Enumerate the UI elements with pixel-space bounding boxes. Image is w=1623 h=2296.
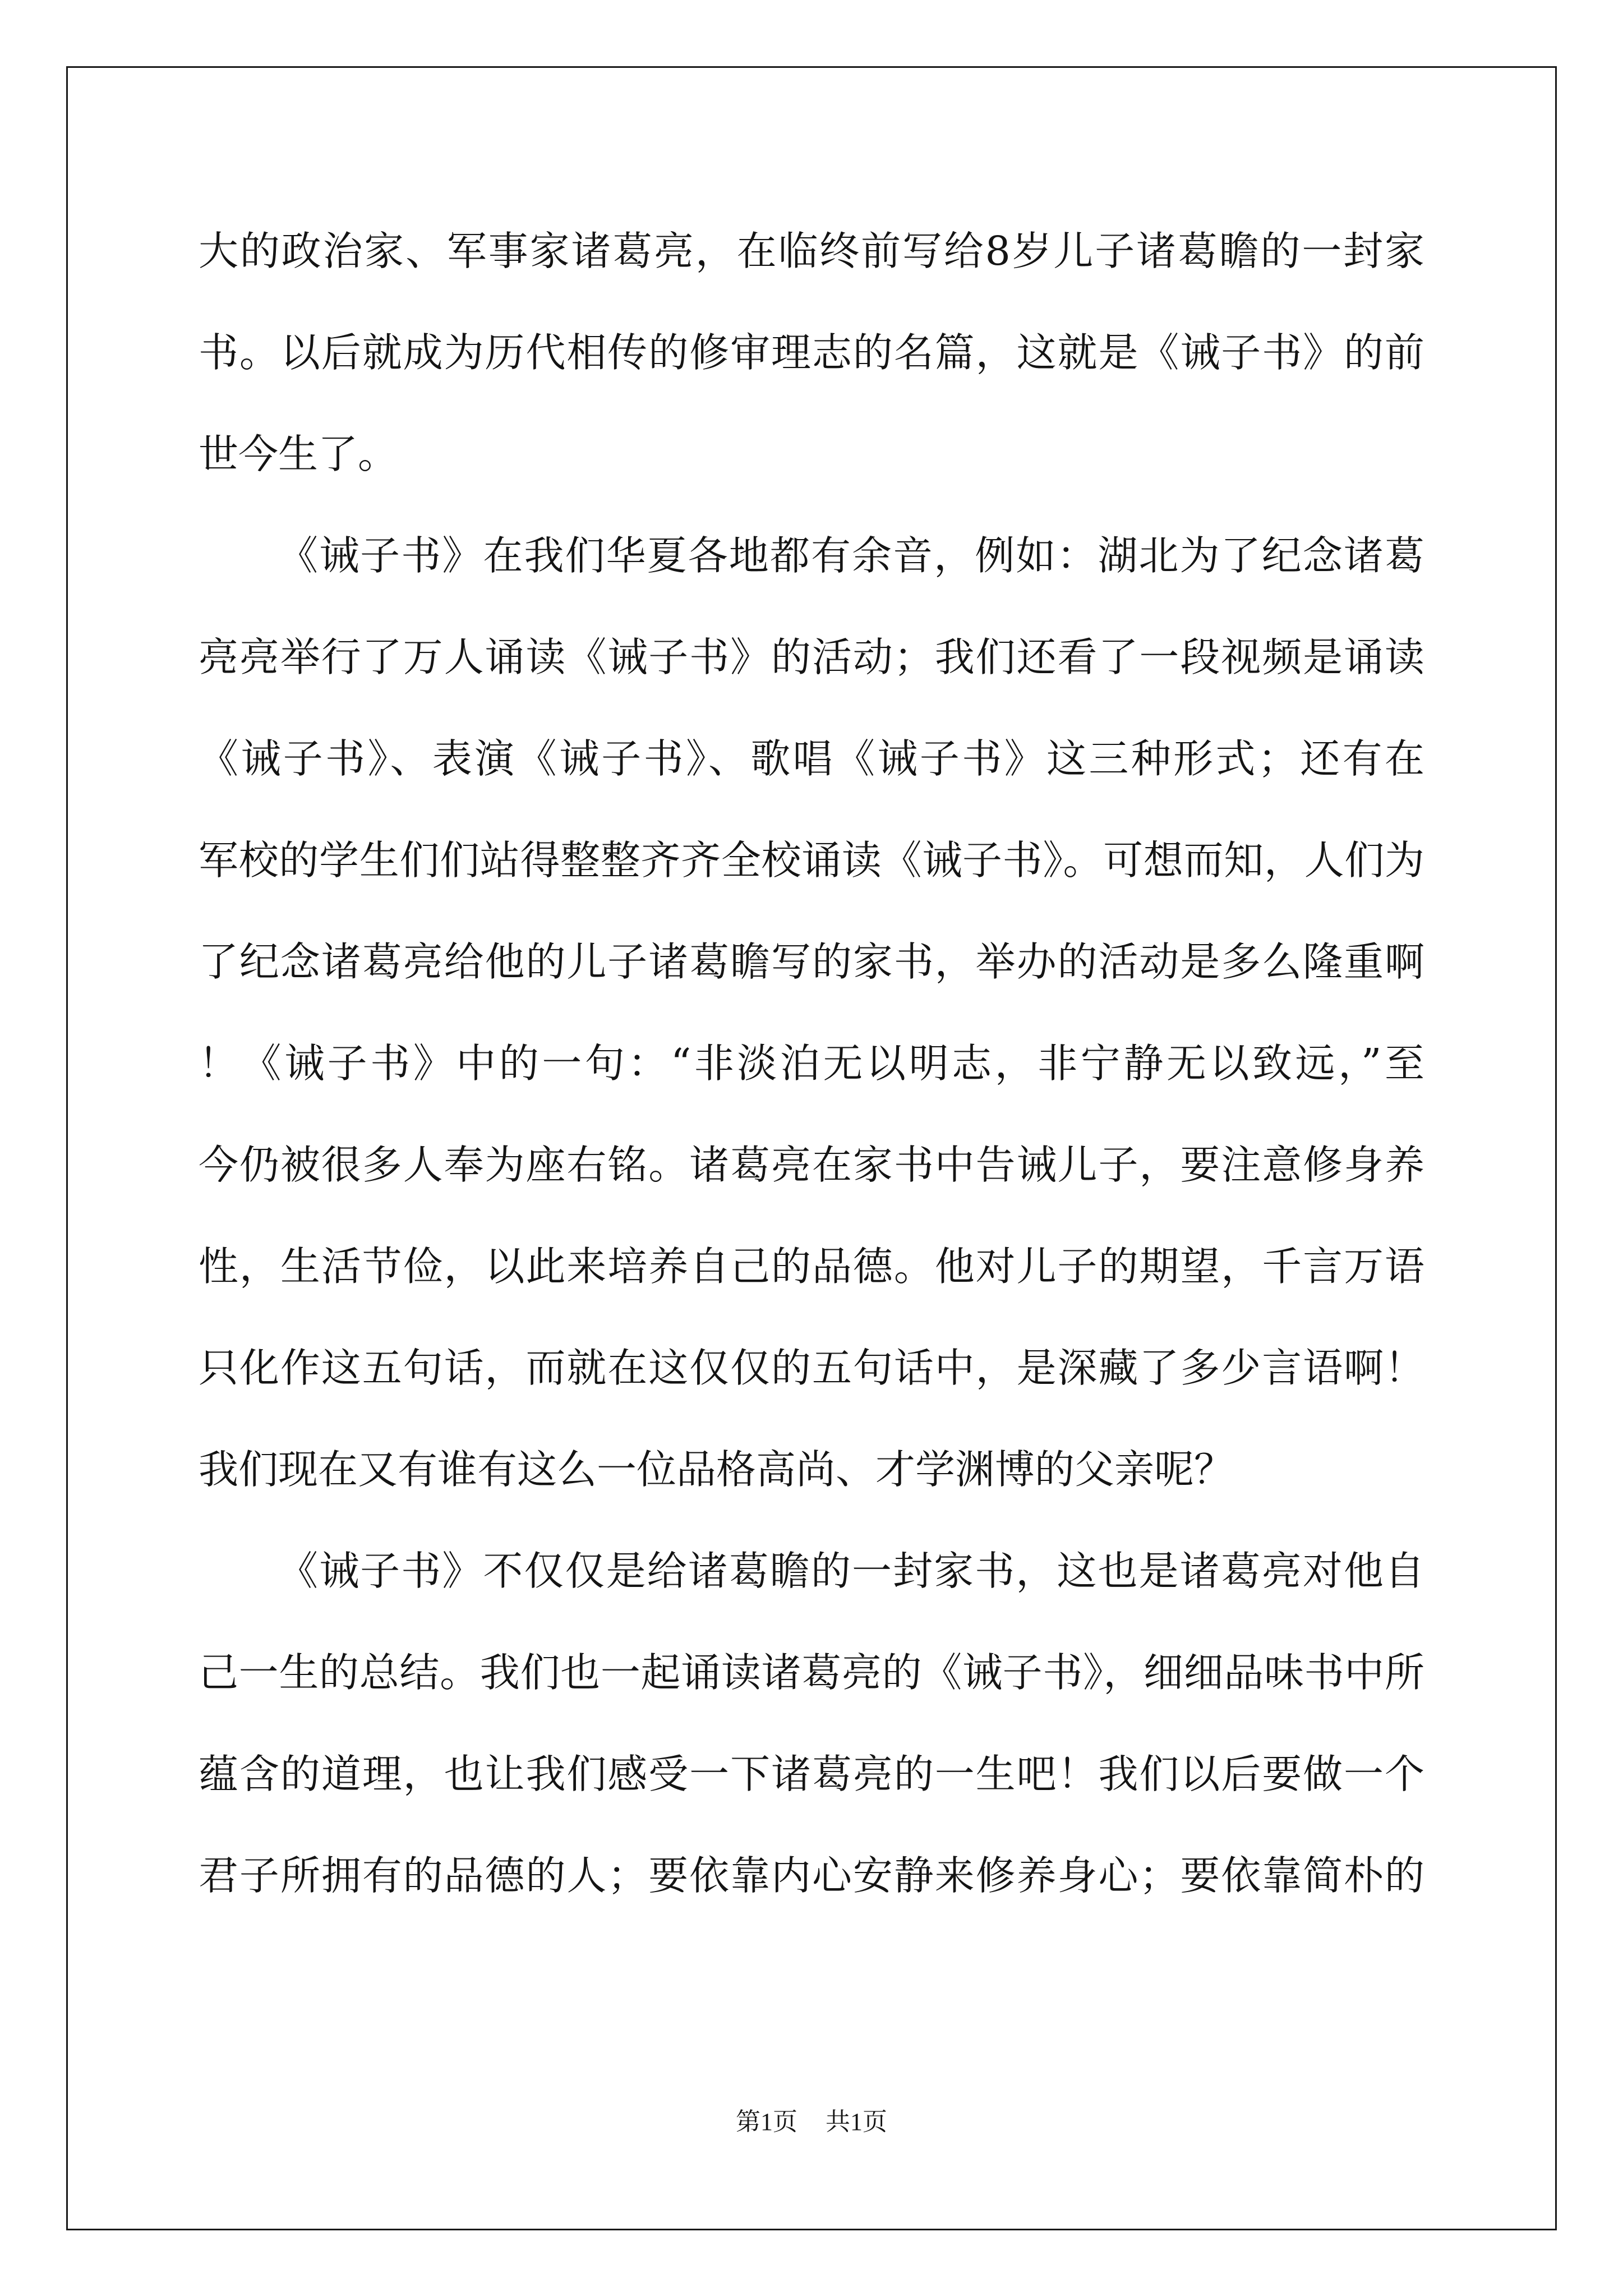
page-total: 共1页 xyxy=(826,2108,887,2136)
text-line: 了纪念诸葛亮给他的儿子诸葛瞻写的家书，举办的活动是多么隆重啊 xyxy=(199,938,1424,985)
text-line: 大的政治家、军事家诸葛亮，在临终前写给8岁儿子诸葛瞻的一封家 xyxy=(199,228,1424,274)
text-line: 我们现在又有谁有这么一位品格高尚、才学渊博的父亲呢？ xyxy=(199,1446,1234,1493)
text-line: 性，生活节俭，以此来培养自己的品德。他对儿子的期望，千言万语 xyxy=(199,1243,1424,1290)
paragraph-first-line: 《诫子书》不仅仅是给诸葛瞻的一封家书，这也是诸葛亮对他自 xyxy=(278,1548,1424,1594)
text-line: 君子所拥有的品德的人；要依靠内心安静来修养身心；要依靠简朴的 xyxy=(199,1852,1424,1899)
text-line: 书。以后就成为历代相传的修审理志的名篇，这就是《诫子书》的前 xyxy=(199,329,1424,376)
text-line: ！《诫子书》中的一句：“非淡泊无以明志，非宁静无以致远，”至 xyxy=(199,1040,1424,1087)
text-line: 军校的学生们们站得整整齐齐全校诵读《诫子书》。可想而知，人们为 xyxy=(199,837,1424,884)
text-line: 《诫子书》、表演《诫子书》、歌唱《诫子书》这三种形式；还有在 xyxy=(199,735,1424,782)
text-line: 只化作这五句话，而就在这仅仅的五句话中，是深藏了多少言语啊！ xyxy=(199,1345,1424,1391)
page-footer xyxy=(0,2105,1623,2139)
text-line: 蕴含的道理，也让我们感受一下诸葛亮的一生吧！我们以后要做一个 xyxy=(199,1751,1424,1797)
page-number: 第1页 xyxy=(736,2108,797,2136)
text-line: 世今生了。 xyxy=(199,431,398,477)
text-line: 亮亮举行了万人诵读《诫子书》的活动；我们还看了一段视频是诵读 xyxy=(199,634,1424,680)
text-line: 今仍被很多人奉为座右铭。诸葛亮在家书中告诫儿子，要注意修身养 xyxy=(199,1142,1424,1188)
text-line: 己一生的总结。我们也一起诵读诸葛亮的《诫子书》，细细品味书中所 xyxy=(199,1649,1424,1696)
paragraph-first-line: 《诫子书》在我们华夏各地都有余音，例如：湖北为了纪念诸葛 xyxy=(278,532,1424,579)
